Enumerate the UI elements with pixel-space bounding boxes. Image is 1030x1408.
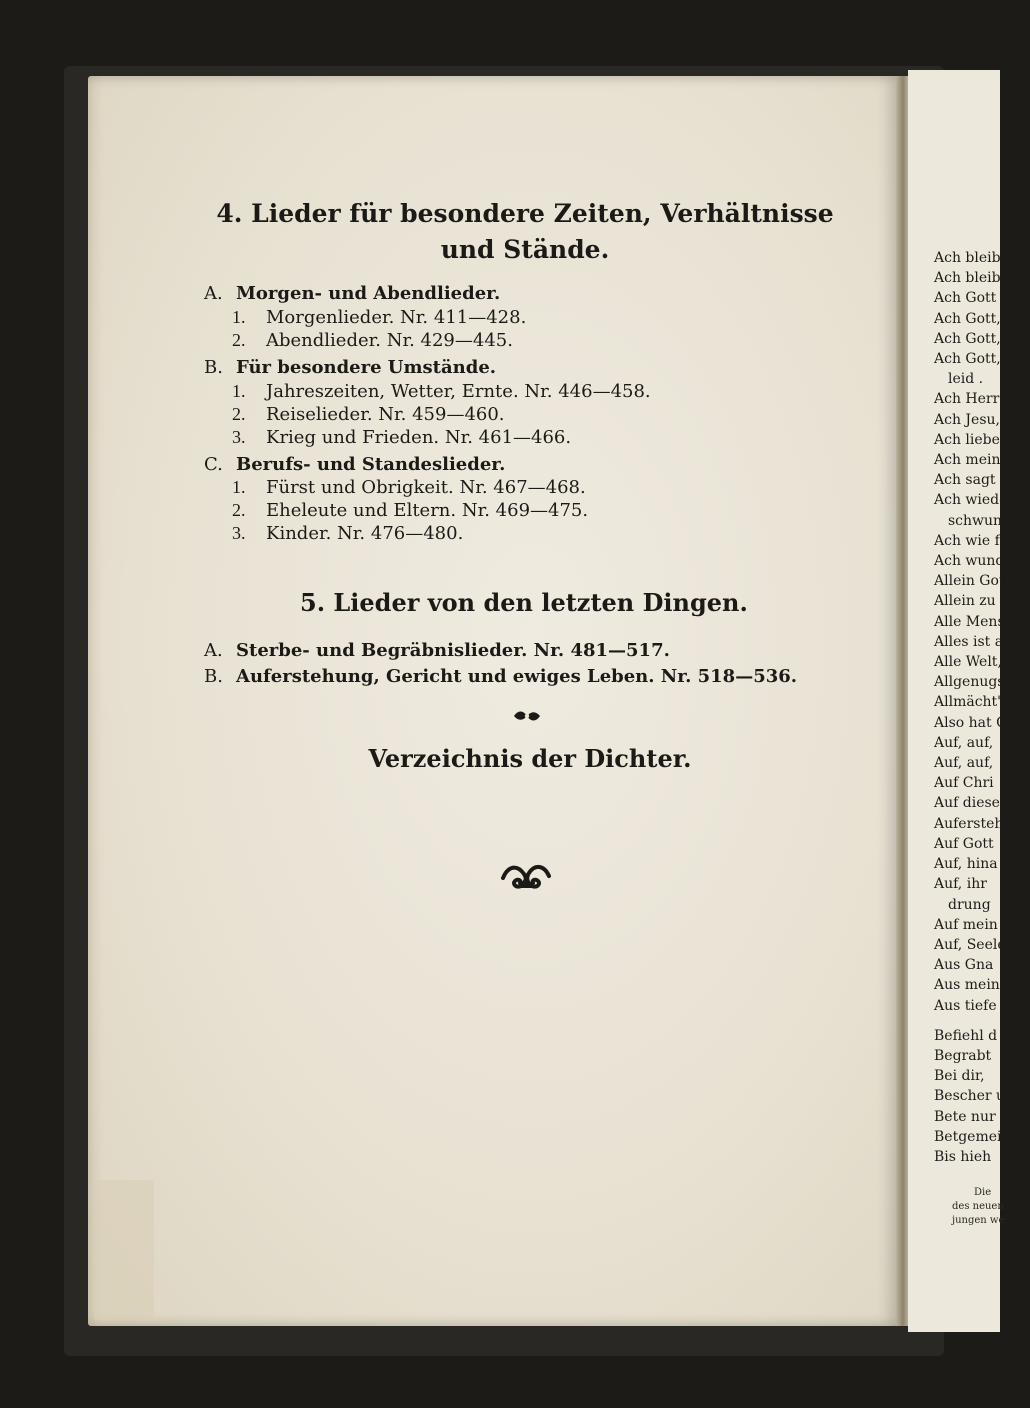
index-entry: Auf, Seele (934, 936, 1006, 953)
index-entry: Aus mein (934, 977, 1000, 994)
index-entry: Bete nur (934, 1108, 996, 1125)
item-number: 2. (232, 404, 246, 424)
index-entry: Begrabt (934, 1047, 992, 1064)
index-entry: Auf, ihr (934, 876, 987, 893)
index-entry: Ach Gott u (934, 290, 1010, 307)
section-5a-label: A. (204, 640, 223, 661)
footnote-line: Die (974, 1187, 992, 1198)
section-b-title: Für besondere Umstände. (236, 357, 497, 378)
small-ornament-icon (512, 708, 542, 724)
index-entry: Ach wie flüch (934, 532, 1030, 549)
item-text: Jahreszeiten, Wetter, Ernte. Nr. 446—458. (266, 381, 651, 402)
index-entry: drung (948, 896, 991, 913)
index-entry: Ach lieber (934, 431, 1007, 448)
index-entry: Auf, auf, (934, 755, 994, 772)
index-entry: Alles ist a (934, 633, 1004, 650)
index-entry: Allein Gott (934, 573, 1011, 590)
heading-section-4 (200, 196, 850, 268)
item-number: 1. (232, 381, 246, 401)
index-entry: Befiehl d (934, 1027, 998, 1044)
item-text: Fürst und Obrigkeit. Nr. 467—468. (266, 477, 586, 498)
index-entry: schwund (948, 512, 1012, 529)
index-entry: Ach Herre, (934, 391, 1013, 408)
item-text: Krieg und Frieden. Nr. 461—466. (266, 427, 572, 448)
index-entry: Auf diese (934, 795, 1000, 812)
section-5b-text: Auferstehung, Gericht und ewiges Leben. Nr. 518—536. (236, 666, 798, 687)
section-c-label: C. (204, 454, 223, 475)
item-number: 3. (232, 427, 246, 447)
index-entry: Alle Welt, (934, 654, 1002, 671)
index-entry: Ach Gott, (934, 310, 1001, 327)
index-entry: Ach bleib m (934, 270, 1019, 287)
index-entry: Ach mein (934, 452, 1001, 469)
section-b-label: B. (204, 357, 223, 378)
index-entry: Auf, auf, (934, 734, 994, 751)
index-entry: Ach Gott, w (934, 351, 1018, 368)
item-text: Kinder. Nr. 476—480. (266, 523, 464, 544)
item-text: Reiselieder. Nr. 459—460. (266, 404, 505, 425)
index-entry: Allein zu (934, 593, 996, 610)
large-ornament-icon (500, 862, 552, 892)
index-entry: Also hat G (934, 714, 1008, 731)
index-entry: Bei dir, (934, 1068, 985, 1085)
heading-dichter: Verzeichnis der Dichter. (368, 744, 692, 773)
index-entry: Auf Chri (934, 775, 994, 792)
index-entry: Ach Gott, (934, 330, 1001, 347)
index-entry: Ach Jesu, (934, 411, 1000, 428)
index-entry: Ach bleib b (934, 250, 1014, 266)
index-entry: Allmächt'g (934, 694, 1010, 711)
heading-4-line1: 4. Lieder für besondere Zeiten, Verhältnisse (216, 199, 834, 228)
index-entry: leid . (948, 371, 984, 388)
section-5b-label: B. (204, 666, 223, 687)
item-number: 3. (232, 523, 246, 543)
heading-section-5: 5. Lieder von den letzten Dingen. (300, 588, 748, 617)
section-5a-text: Sterbe- und Begräbnislieder. Nr. 481—517. (236, 640, 670, 661)
section-c-title: Berufs- und Standeslieder. (236, 454, 506, 475)
index-entry: Ach wieder (934, 492, 1015, 509)
index-entry: Aus tiefe (934, 997, 997, 1014)
item-number: 1. (232, 307, 246, 327)
item-text: Eheleute und Eltern. Nr. 469—475. (266, 500, 589, 521)
footnote-line: des neuen (952, 1201, 1004, 1212)
index-entry: Bis hieh (934, 1148, 992, 1165)
heading-4-line2: und Stände. (440, 235, 610, 264)
index-entry: Betgemei (934, 1128, 1002, 1145)
index-entry: Ach wunder (934, 553, 1020, 570)
index-entry: Auf mein (934, 916, 998, 933)
index-entry: Auf, hina (934, 856, 998, 873)
index-entry: Allgenugsa (934, 674, 1013, 691)
item-number: 2. (232, 500, 246, 520)
item-number: 2. (232, 330, 246, 350)
index-entry: Bescher u (934, 1088, 1006, 1105)
index-entry: Auferstehu (934, 815, 1013, 832)
item-text: Abendlieder. Nr. 429—445. (266, 330, 513, 351)
index-entry: Ach sagt m (934, 472, 1014, 489)
item-number: 1. (232, 477, 246, 497)
footnote-line: jungen we (952, 1215, 1005, 1226)
index-entry: Alle Mensch (934, 613, 1022, 630)
section-a-label: A. (204, 283, 223, 304)
item-text: Morgenlieder. Nr. 411—428. (266, 307, 527, 328)
section-a-title: Morgen- und Abendlieder. (236, 283, 501, 304)
index-entry: Aus Gna (934, 957, 994, 974)
index-entry: Auf Gott (934, 835, 994, 852)
